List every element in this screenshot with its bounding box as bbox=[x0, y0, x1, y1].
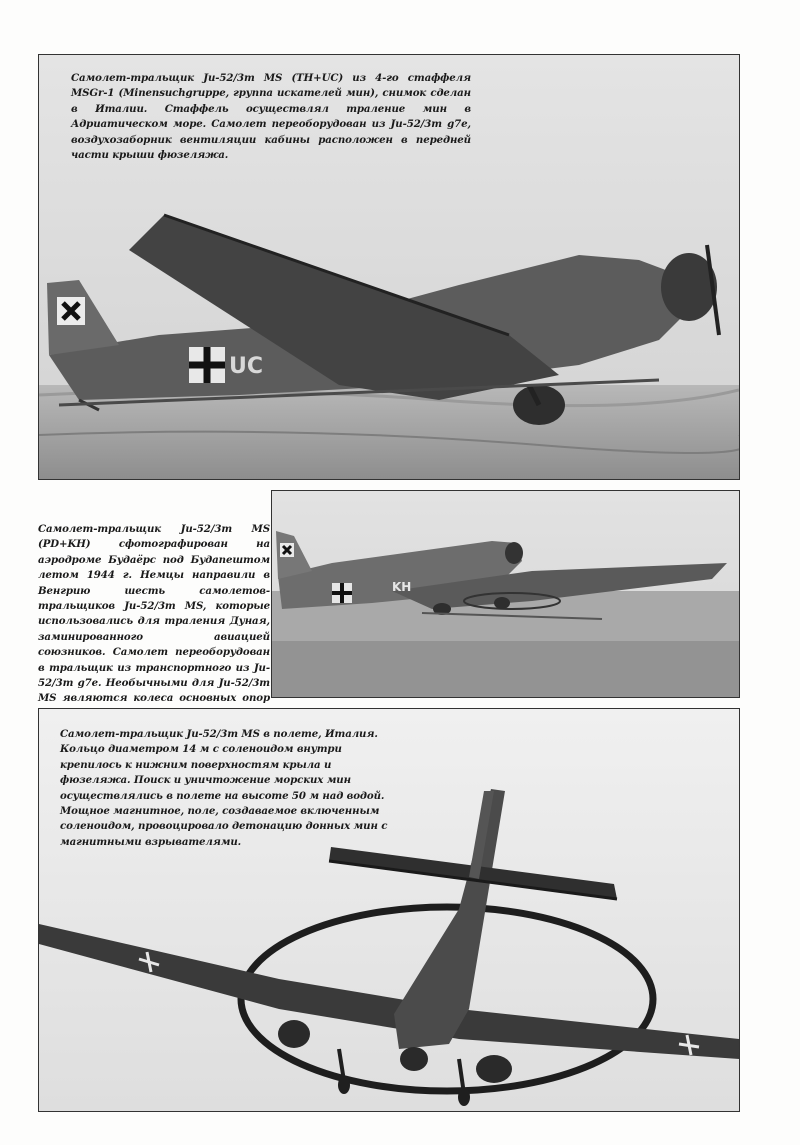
photo-ju52-pd-kh bbox=[271, 490, 740, 698]
photo-ju52-pd-kh-image bbox=[272, 491, 739, 697]
fuselage-code-kh: KH bbox=[392, 580, 412, 594]
caption-photo1: Самолет-тральщик Ju-52/3m MS (TH+UC) из 4-го стаффеля MSGr-1 (Minensuchgruppe, группа искателей мин), снимок сделан в Италии. Стаффель осуществлял траление мин в Адриатическом море. Самолет переоборудован из Ju-52/3m g7e, воздухозаборник вентиляции кабины расположен в передней части крыши фюзеляжа. bbox=[71, 72, 471, 162]
photo-ju52-th-uc bbox=[38, 54, 740, 480]
fuselage-code-uc: UC bbox=[229, 354, 264, 379]
caption-photo2: Самолет-тральщик Ju-52/3m MS (PD+KH) сфотографирован на аэродроме Будаёрс под Будапештом летом 1944 г. Немцы направили в Венгрию шесть самолетов-тральщиков Ju-52/3m MS, которые использовались для траления Дуная, заминированного авиацией союзников. Самолет переоборудован в тральщик из транспортного из Ju-52/3m g7e. Необычными для Ju-52/3m MS являются колеса основных опор bbox=[38, 523, 270, 705]
caption-photo3: Самолет-тральщик Ju-52/3m MS в полете, Италия. Кольцо диаметром 14 м с соленоидом внутри крепилось к нижним поверхностям крыла и фюзеляжа. Поиск и уничтожение морских мин осуществлялись в полете на высоте 50 м над водой. Мощное магнитное, поле, создаваемое включенным соленоидом, провоцировало детонацию донных мин с магнитными взрывателями. bbox=[60, 728, 388, 848]
